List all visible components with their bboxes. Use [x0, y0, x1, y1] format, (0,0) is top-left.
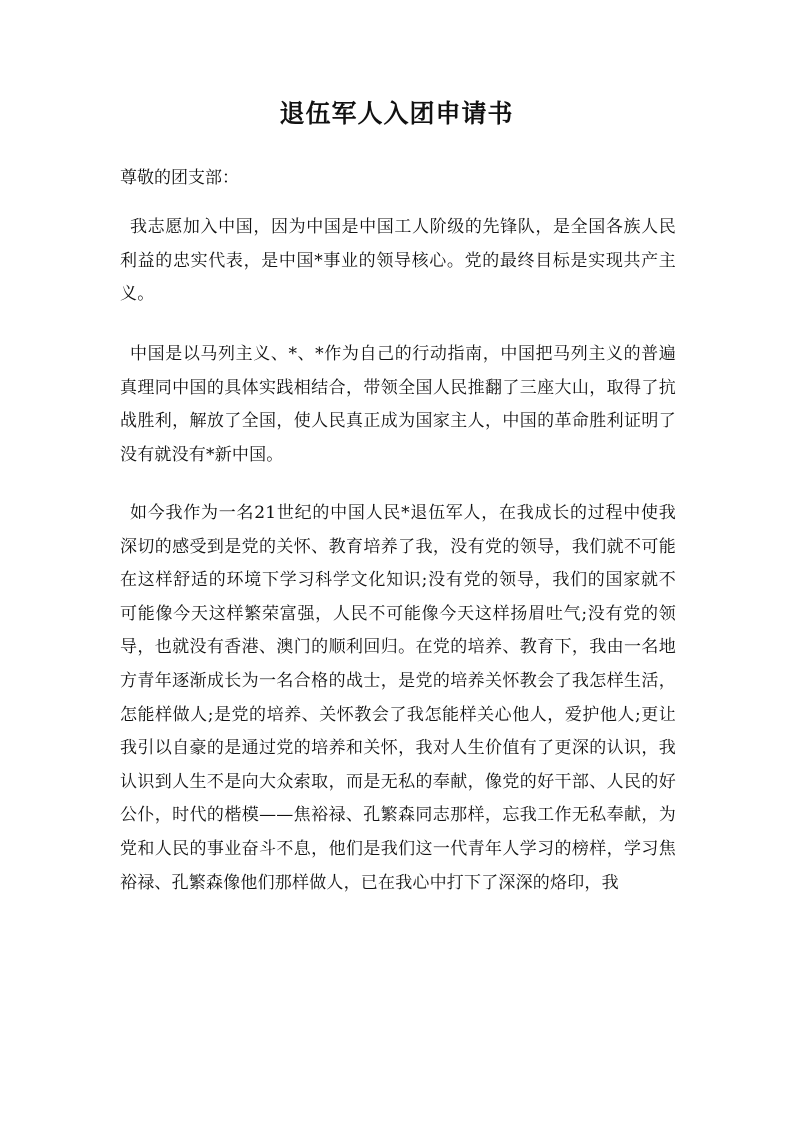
paragraph-1: 我志愿加入中国，因为中国是中国工人阶级的先锋队，是全国各族人民利益的忠实代表，是中国*事业的领导核心。党的最终目标是实现共产主义。	[120, 217, 676, 305]
document-title: 退伍军人入团申请书	[279, 99, 514, 128]
paragraph-2: 中国是以马列主义、*、*作为自己的行动指南，中国把马列主义的普遍真理同中国的具体实践相结合，带领全国人民推翻了三座大山，取得了抗战胜利，解放了全国，使人民真正成为国家主人，中国的革命胜利证明了没有就没有*新中国。	[120, 344, 676, 465]
salutation: 尊敬的团支部：	[120, 168, 239, 188]
paragraph-3: 如今我作为一名21世纪的中国人民*退伍军人，在我成长的过程中使我深切的感受到是党的关怀、教育培养了我，没有党的领导，我们就不可能在这样舒适的环境下学习科学文化知识;没有党的领导，我们的国家就不可能像今天这样繁荣富强，人民不可能像今天这样扬眉吐气;没有党的领导，也就没有香港、澳门的顺利回归。在党的培养、教育下，我由一名地方青年逐渐成长为一名合格的战士，是党的培养关怀教会了我怎样生活，怎能样做人;是党的培养、关怀教会了我怎能样关心他人，爱护他人;更让我引以自豪的是通过党的培养和关怀，我对人生价值有了更深的认识，我认识到人生不是向大众索取，而是无私的奉献，像党的好干部、人民的好公仆，时代的楷模——焦裕禄、孔繁森同志那样，忘我工作无私奉献，为党和人民的事业奋斗不息，他们是我们这一代青年人学习的榜样，学习焦裕禄、孔繁森像他们那样做人，已在我心中打下了深深的烙印，我	[120, 503, 676, 893]
